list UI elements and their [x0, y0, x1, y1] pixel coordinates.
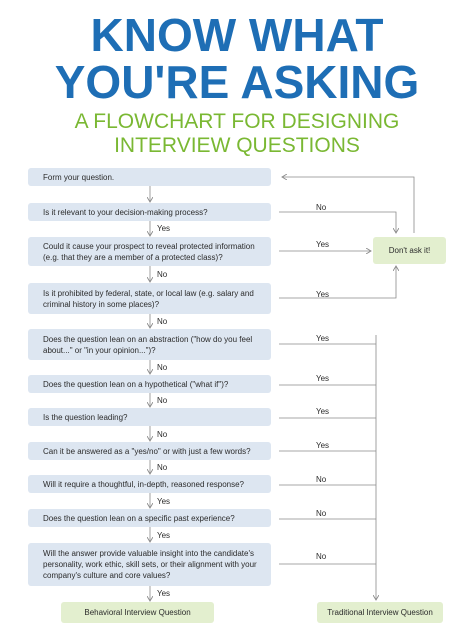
branch-prohibited-yes — [279, 266, 396, 298]
step-text: Could it cause your prospect to reveal protected information (e.g. that they are a member of a protected class)? — [43, 241, 255, 262]
step-text: Does the question lean on an abstraction ("how do you feel about..." or "in your opinion...")? — [43, 334, 253, 355]
step-yes-no — [28, 442, 271, 460]
side-label: Yes — [316, 240, 330, 249]
down-label: No — [157, 363, 168, 372]
step-text: Is it relevant to your decision-making process? — [43, 207, 208, 217]
traditional-box — [317, 602, 443, 623]
step-leading — [28, 408, 271, 426]
side-label: Yes — [316, 374, 330, 383]
down-label: No — [157, 317, 168, 326]
dont-ask-label: Don't ask it! — [388, 246, 431, 255]
side-label: Yes — [316, 334, 330, 343]
step-past-experience — [28, 509, 271, 527]
step-text: Will it require a thoughtful, in-depth, reasoned response? — [43, 479, 245, 489]
traditional-label: Traditional Interview Question — [327, 608, 433, 617]
step-hypothetical — [28, 375, 271, 393]
step-text: Can it be answered as a "yes/no" or with just a few words? — [43, 446, 251, 456]
dont-ask-box — [373, 237, 446, 264]
branch-relevant-no — [279, 212, 396, 233]
side-label: No — [316, 203, 327, 212]
step-text: Does the question lean on a specific past experience? — [43, 513, 235, 523]
step-thoughtful — [28, 475, 271, 493]
step-prohibited-by-law — [28, 283, 271, 314]
step-text: Does the question lean on a hypothetical ("what if")? — [43, 379, 229, 389]
step-text: Will the answer provide valuable insight into the candidate's personality, work ethic, skill sets, or their alignment with your company's culture and core values? — [43, 549, 257, 580]
step-valuable-insight — [28, 543, 271, 586]
behavioral-label: Behavioral Interview Question — [84, 608, 191, 617]
side-label: Yes — [316, 407, 330, 416]
step-text: Is it prohibited by federal, state, or local law (e.g. salary and criminal history in some places)? — [43, 288, 254, 309]
down-label: Yes — [157, 589, 171, 598]
subtitle-line-1: A FLOWCHART FOR DESIGNING — [74, 110, 400, 133]
side-label: Yes — [316, 290, 330, 299]
title-line-1: KNOW WHAT — [90, 9, 384, 61]
down-label: Yes — [157, 531, 171, 540]
behavioral-box — [61, 602, 214, 623]
subtitle-line-2: INTERVIEW QUESTIONS — [114, 134, 360, 157]
down-label: No — [157, 396, 168, 405]
side-label: No — [316, 552, 327, 561]
side-label: Yes — [316, 441, 330, 450]
step-protected-info — [28, 237, 271, 266]
step-abstraction — [28, 329, 271, 360]
down-label: Yes — [157, 224, 171, 233]
down-label: Yes — [157, 497, 171, 506]
step-relevant — [28, 203, 271, 221]
loop-back-arrow — [282, 177, 414, 233]
down-label: No — [157, 430, 168, 439]
down-label: No — [157, 463, 168, 472]
down-label: No — [157, 270, 168, 279]
step-text: Is the question leading? — [43, 412, 128, 422]
side-label: No — [316, 475, 327, 484]
title-line-2: YOU'RE ASKING — [54, 56, 420, 108]
step-form-question — [28, 168, 271, 186]
side-label: No — [316, 509, 327, 518]
step-text: Form your question. — [43, 172, 115, 182]
